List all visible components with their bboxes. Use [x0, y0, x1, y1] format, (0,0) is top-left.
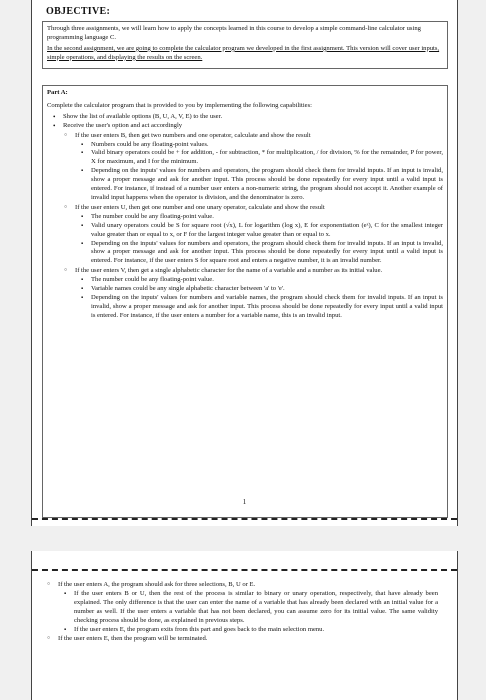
option-a-item	[44, 581, 438, 634]
option-v-text: If the user enters V, then get a single alphabetic character for the name of a variable and a number as its initial value.	[75, 267, 383, 275]
list-item: ▪ Valid binary operators could be + for addition, - for subtraction, * for multiplication, / for division, % for the remainder, P for power, X for maximum, and I for the minimum.	[75, 149, 443, 167]
list-item-receive-option	[47, 122, 443, 321]
objective-paragraph-1: Through three assignments, we will learn how to apply the concepts learned in this course to develop a simple command-line calculator using programming language C.	[47, 25, 421, 41]
part-a-box	[42, 85, 448, 518]
option-a-text: If the user enters A, the program should ask for three selections, B, U or E.	[58, 581, 256, 588]
option-u-item	[61, 204, 443, 266]
list-item: ▪ The number could be any floating-point value.	[75, 213, 443, 222]
objective-paragraph-2: In the second assignment, we are going to complete the calculator program we developed in the first assignment. This version will cover user inputs, simple operations, and displaying the results on the screen.	[47, 44, 440, 61]
list-item: ▪ Numbers could be any floating-point values.	[75, 141, 443, 150]
list-item: ▪ Valid unary operators could be S for square root (√x), L for logarithm (log x), E for exponentiation (eˣ), C for the smallest integer value greater than or equal to x, or F for the largest integer value greater than or equal to x.	[75, 222, 443, 240]
option-v-item	[61, 267, 443, 320]
page-number: 1	[242, 498, 247, 506]
page-break-divider	[32, 569, 457, 571]
option-list	[61, 132, 443, 321]
option-u-text: If the user enters U, then get one number and one unary operator, calculate and show the result	[75, 203, 325, 211]
document-page-2	[31, 551, 458, 700]
option-list-continued	[44, 581, 438, 644]
list-item: ▪ Variable names could be any single alphabetic character between 'a' to 'e'.	[75, 285, 443, 294]
option-e-item: ○ If the user enters E, then the program will be terminated.	[44, 635, 438, 644]
part-a-list	[47, 113, 443, 321]
option-u-details	[75, 213, 443, 266]
list-item: ▪ Depending on the inputs' values for numbers and variable names, the program should check them for invalid inputs. If an input is invalid, show a proper message and ask for another input. This process should be done repeatedly for every input until a valid input is entered. For instance, if the user enters a number for a variable name, this is an invalid input.	[75, 294, 443, 321]
option-b-item	[61, 132, 443, 203]
document-page-1	[31, 0, 458, 526]
page-2-content	[46, 580, 438, 644]
part-a-title: Part A:	[47, 89, 68, 96]
objective-box	[42, 21, 448, 69]
list-item-label: Receive the user's option and act accordingly	[63, 121, 183, 129]
part-a-intro: Complete the calculator program that is provided to you by implementing the following capabilities:	[47, 101, 312, 109]
option-v-details	[75, 276, 443, 321]
list-item: ▪ Depending on the inputs' values for numbers and operators, the program should check them for invalid inputs. If an input is invalid, show a proper message and ask for another input. This process should be done repeatedly for every input until a valid input is entered. For instance, if instead of a number user enters a non-numeric string, the program should not accept it. Another example of invalid input happens when the operator is division, and the denominator is zero.	[75, 167, 443, 203]
list-item: ▪ The number could be any floating-point value.	[75, 276, 443, 285]
option-a-details	[58, 590, 438, 635]
list-item: ▪ Depending on the inputs' values for numbers and operators, the program should check them for invalid inputs. If an input is invalid, show a proper message and ask for another input. This process should be done repeatedly for every input until a valid input is entered. For instance, if the user enters S for square root and enters a negative number, it is an invalid number.	[75, 240, 443, 267]
option-b-details	[75, 141, 443, 203]
list-item: • Show the list of available options (B, U, A, V, E) to the user.	[47, 113, 443, 122]
list-item: ▪ If the user enters E, the program exits from this part and goes back to the main selection menu.	[58, 626, 438, 635]
option-b-text: If the user enters B, then get two numbers and one operator, calculate and show the result	[75, 131, 311, 139]
objective-heading: OBJECTIVE:	[46, 6, 111, 17]
page-break-divider	[32, 518, 457, 520]
list-item: ▪ If the user enters B or U, then the rest of the process is similar to binary or unary operation, respectively, that have already been explained. The only difference is that the user can enter the name of a variable that has already been declared with an initial value for a number as well. If the user enters a variable that has not been declared, you can assume zero for its initial value. The same validity checking process should be done, as explained in previous steps.	[58, 590, 438, 626]
